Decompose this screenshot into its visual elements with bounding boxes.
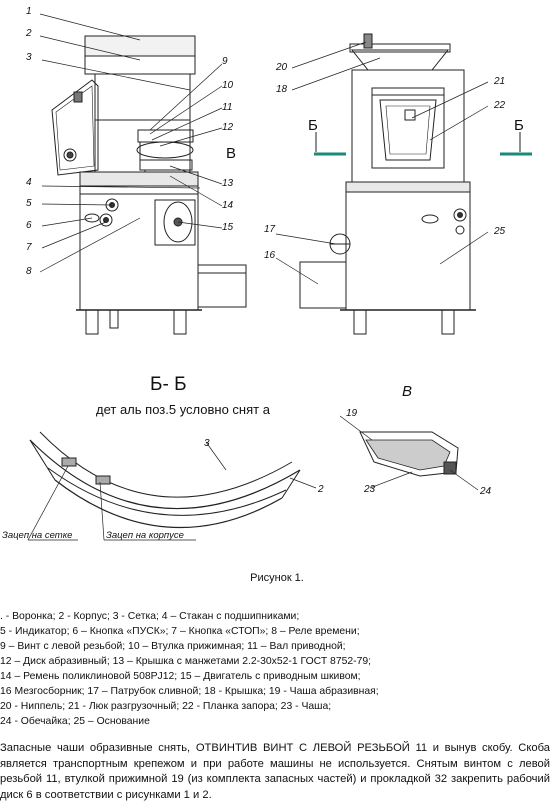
detail-callout-23: 23 bbox=[364, 484, 376, 495]
parts-legend bbox=[0, 609, 554, 729]
callout-20: 20 bbox=[276, 62, 288, 73]
legend-line: 12 – Диск абразивный; 13 – Крышка с манжетами 2.2-30х52-1 ГОСТ 8752-79; bbox=[0, 656, 372, 667]
detail-callout-19: 19 bbox=[346, 408, 358, 419]
detail-callout-24: 24 bbox=[480, 486, 492, 497]
callout-9: 9 bbox=[222, 56, 228, 67]
callout-5: 5 bbox=[26, 198, 32, 209]
label-mesh-hook: Зацеп на сетке bbox=[2, 530, 73, 541]
section-mark-left: Б bbox=[308, 117, 318, 134]
callout-16: 16 bbox=[264, 250, 276, 261]
left-machine-view bbox=[52, 36, 246, 334]
legend-line: 5 - Индикатор; 6 – Кнопка «ПУСК»; 7 – Кнопка «СТОП»; 8 – Реле времени; bbox=[0, 626, 360, 637]
callout-13: 13 bbox=[222, 178, 234, 189]
section-mark-right: Б bbox=[514, 117, 524, 134]
callout-6: 6 bbox=[26, 220, 32, 231]
callout-25: 25 bbox=[494, 226, 506, 237]
callout-10: 10 bbox=[222, 80, 234, 91]
callout-2: 2 bbox=[26, 28, 32, 39]
instruction-notes: Запасные чаши образивные снять, ОТВИНТИВ ВИНТ С ЛЕВОЙ РЕЗЬБОЙ 11 и вынув скобу. Скоба является транспортным крепежом и при работе машины не используется. Снятым винтом с левой резьбой 11, втулкой прижимной 19 (из комплекта запасных частей) и прокладкой 32 закрепить рабочий диск 6 в соответствии с рисунками 1 и 2. bbox=[0, 742, 550, 801]
right-machine-view bbox=[300, 34, 476, 334]
legend-line: 9 – Винт с левой резьбой; 10 – Втулка прижимная; 11 – Вал приводной; bbox=[0, 641, 346, 652]
callout-18: 18 bbox=[276, 84, 288, 95]
callout-7: 7 bbox=[26, 242, 32, 253]
callout-4: 4 bbox=[26, 177, 32, 188]
callout-17: 17 bbox=[264, 224, 276, 235]
view-mark-v: В bbox=[226, 145, 237, 162]
section-marks bbox=[314, 132, 532, 154]
callout-11: 11 bbox=[222, 102, 233, 113]
detail-view bbox=[360, 432, 458, 476]
legend-line: 14 – Ремень поликлиновой 508PJ12; 15 – Двигатель с приводным шкивом; bbox=[0, 671, 361, 682]
figure-caption: Рисунок 1. bbox=[250, 572, 304, 584]
legend-line: 24 - Обечайка; 25 – Основание bbox=[0, 716, 150, 727]
callout-14: 14 bbox=[222, 200, 234, 211]
section-arc bbox=[30, 432, 300, 528]
callout-12: 12 bbox=[222, 122, 234, 133]
section-subtitle: дет аль поз.5 условно снят а bbox=[96, 402, 270, 417]
legend-line: . - Воронка; 2 - Корпус; 3 - Сетка; 4 – Стакан с подшипниками; bbox=[0, 611, 300, 622]
detail-title: В bbox=[402, 383, 413, 400]
section-title: Б- Б bbox=[150, 374, 187, 395]
legend-line: 16 Мезгосборник; 17 – Патрубок сливной; 18 - Крышка; 19 - Чаша абразивная; bbox=[0, 686, 379, 697]
legend-line: 20 - Ниппель; 21 - Люк разгрузочный; 22 - Планка запора; 23 - Чаша; bbox=[0, 701, 332, 712]
section-callout-3: 3 bbox=[204, 438, 210, 449]
callout-1: 1 bbox=[26, 6, 32, 17]
callout-3: 3 bbox=[26, 52, 32, 63]
callout-8: 8 bbox=[26, 266, 32, 277]
callout-15: 15 bbox=[222, 222, 234, 233]
callout-22: 22 bbox=[494, 100, 506, 111]
label-body-hook: Зацеп на корпусе bbox=[106, 530, 184, 541]
callout-21: 21 bbox=[494, 76, 506, 87]
section-callout-2: 2 bbox=[318, 484, 324, 495]
